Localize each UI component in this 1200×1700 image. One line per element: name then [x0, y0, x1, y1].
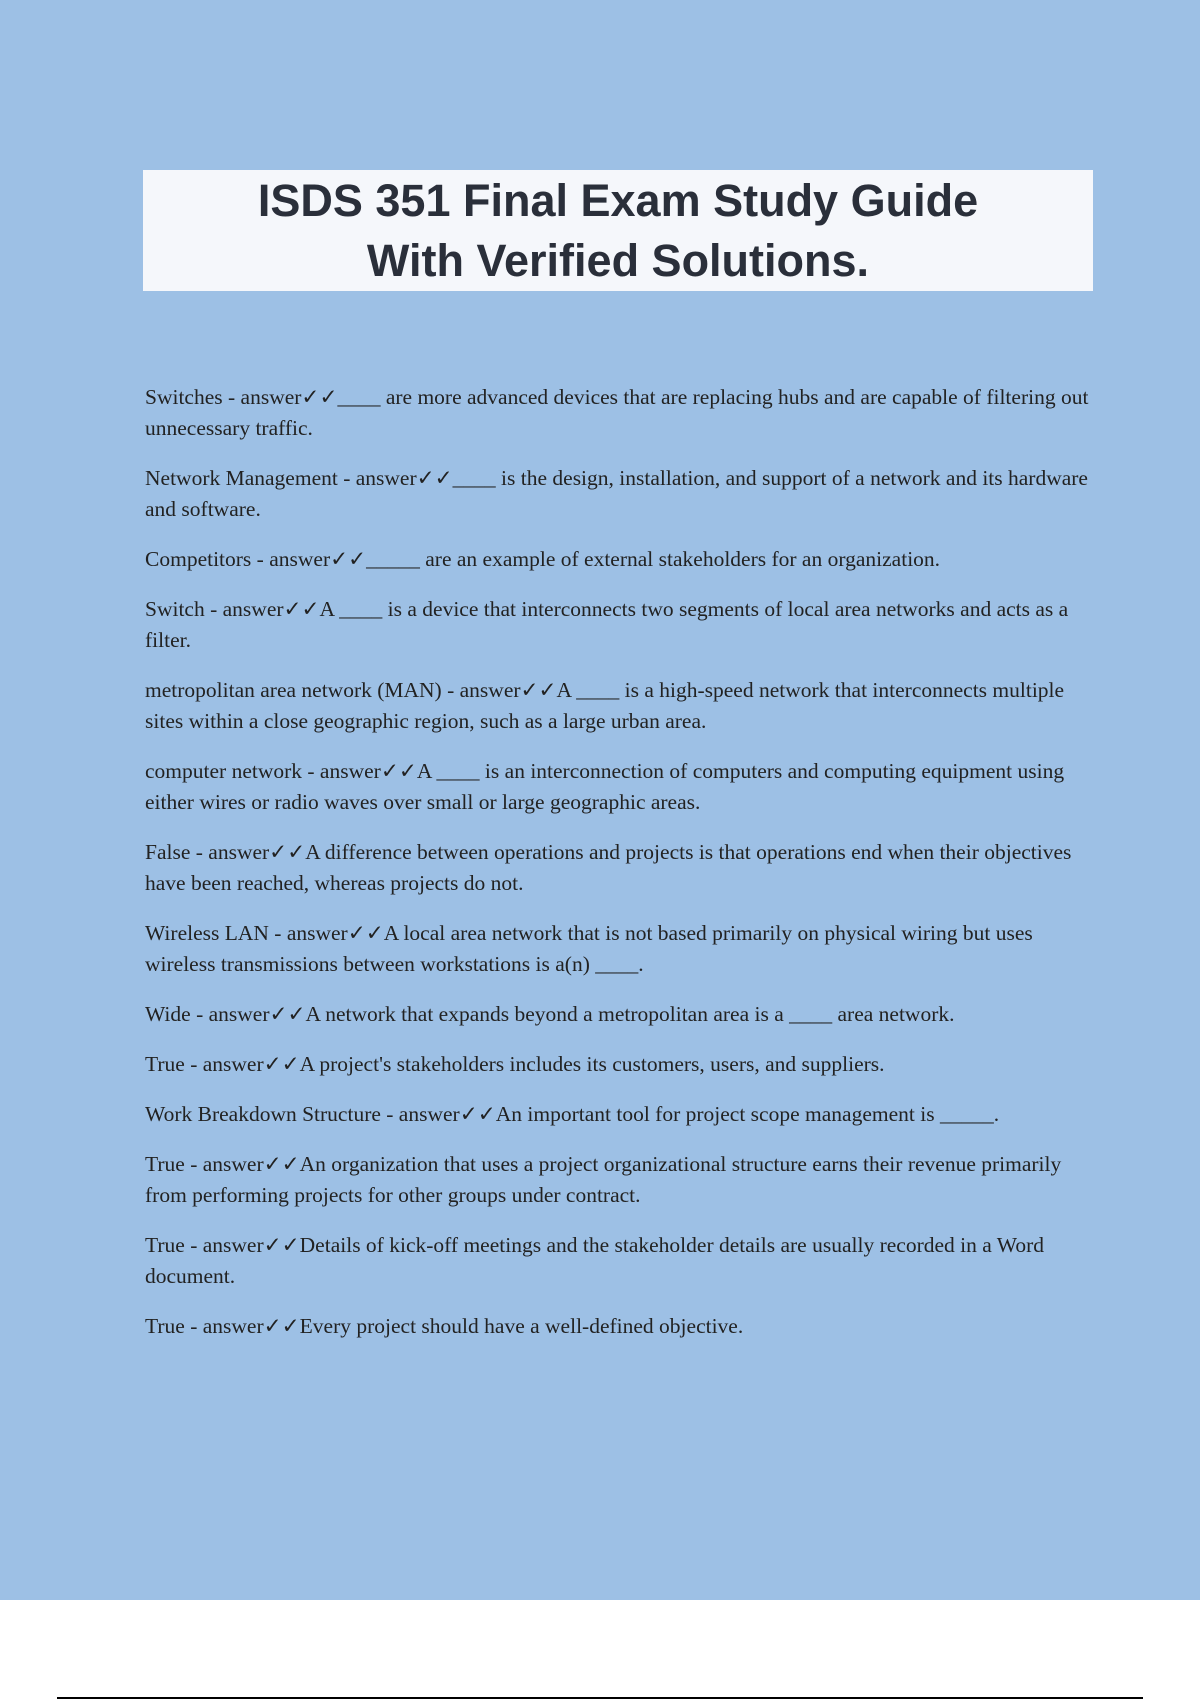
qa-item-switches: Switches - answer✓✓____ are more advanced devices that are replacing hubs and are capable of filtering out unnecessary traffic. — [145, 385, 1089, 440]
document-title — [258, 171, 978, 291]
qa-item-kickoff-meetings: True - answer✓✓Details of kick-off meetings and the stakeholder details are usually recorded in a Word document. — [145, 1233, 1045, 1288]
qa-item-project-objective: True - answer✓✓Every project should have a well-defined objective. — [145, 1314, 744, 1338]
qa-item-wbs: Work Breakdown Structure - answer✓✓An important tool for project scope management is _____. — [145, 1102, 1000, 1126]
title-line-1: ISDS 351 Final Exam Study Guide — [257, 174, 979, 226]
qa-item-stakeholders: True - answer✓✓A project's stakeholders includes its customers, users, and suppliers. — [145, 1052, 885, 1076]
footer-divider — [57, 1697, 1143, 1699]
title-line-2: With Verified Solutions. — [366, 234, 870, 286]
qa-item-operations-vs-projects: False - answer✓✓A difference between operations and projects is that operations end when their objectives have been reached, whereas projects do not. — [145, 840, 1072, 895]
qa-item-switch: Switch - answer✓✓A ____ is a device that interconnects two segments of local area networks and acts as a filter. — [145, 597, 1069, 652]
qa-item-wide-area: Wide - answer✓✓A network that expands beyond a metropolitan area is a ____ area network. — [145, 1002, 955, 1026]
qa-item-computer-network: computer network - answer✓✓A ____ is an interconnection of computers and computing equipment using either wires or radio waves over small or large geographic areas. — [145, 759, 1065, 814]
qa-item-project-org-structure: True - answer✓✓An organization that uses a project organizational structure earns their revenue primarily from performing projects for other groups under contract. — [145, 1152, 1062, 1207]
qa-item-wireless-lan: Wireless LAN - answer✓✓A local area network that is not based primarily on physical wiring but uses wireless transmissions between workstations is a(n) ____. — [145, 921, 1033, 976]
title-banner — [143, 170, 1093, 291]
qa-item-man: metropolitan area network (MAN) - answer✓✓A ____ is a high-speed network that interconnects multiple sites within a close geographic region, such as a large urban area. — [145, 678, 1065, 733]
qa-item-network-management: Network Management - answer✓✓____ is the design, installation, and support of a network and its hardware and software. — [145, 466, 1088, 521]
qa-item-competitors: Competitors - answer✓✓_____ are an example of external stakeholders for an organization. — [145, 547, 941, 571]
qa-list — [145, 382, 1090, 1361]
